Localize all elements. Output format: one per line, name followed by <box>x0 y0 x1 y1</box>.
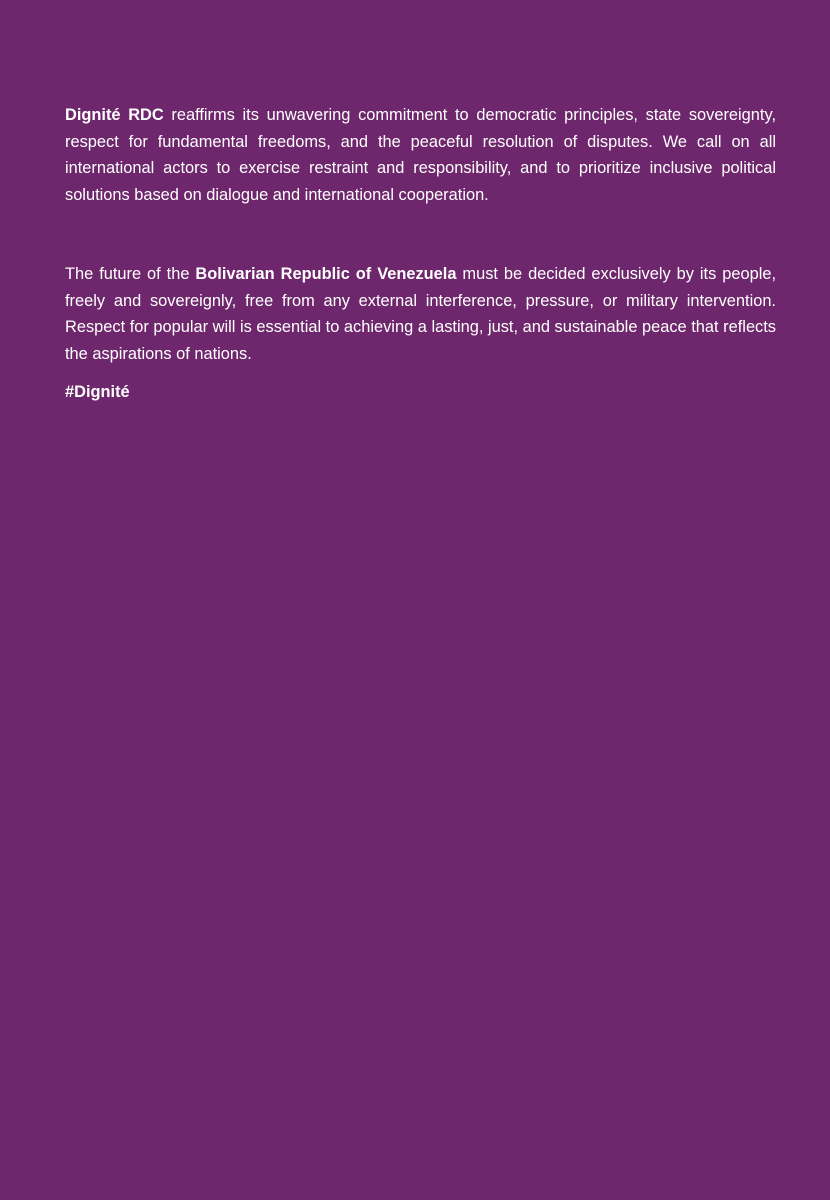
statement-body <box>65 102 776 406</box>
paragraph-venezuela <box>65 261 776 367</box>
paragraph-commitment <box>65 102 776 208</box>
organization-name: Dignité RDC <box>65 106 164 124</box>
hashtag: #Dignité <box>65 383 130 401</box>
paragraph-venezuela-text-before: The future of the <box>65 265 196 283</box>
country-name: Bolivarian Republic of Venezuela <box>195 265 457 283</box>
paragraph-commitment-text: reaffirms its unwavering commitment to democratic principles, state sovereignty, respect for fundamental freedoms, and the peaceful resolution of disputes. We call on all international actors to exercise restraint and responsibility, and to prioritize inclusive political solutions based on dialogue and international cooperation. <box>65 106 777 204</box>
paragraph-venezuela-text-after: must be decided exclusively by its people, freely and sovereignly, free from any external interference, pressure, or military intervention. Respect for popular will is essential to achieving a lasting, just, and sustainable peace that reflects the aspirations of nations. <box>65 265 777 363</box>
